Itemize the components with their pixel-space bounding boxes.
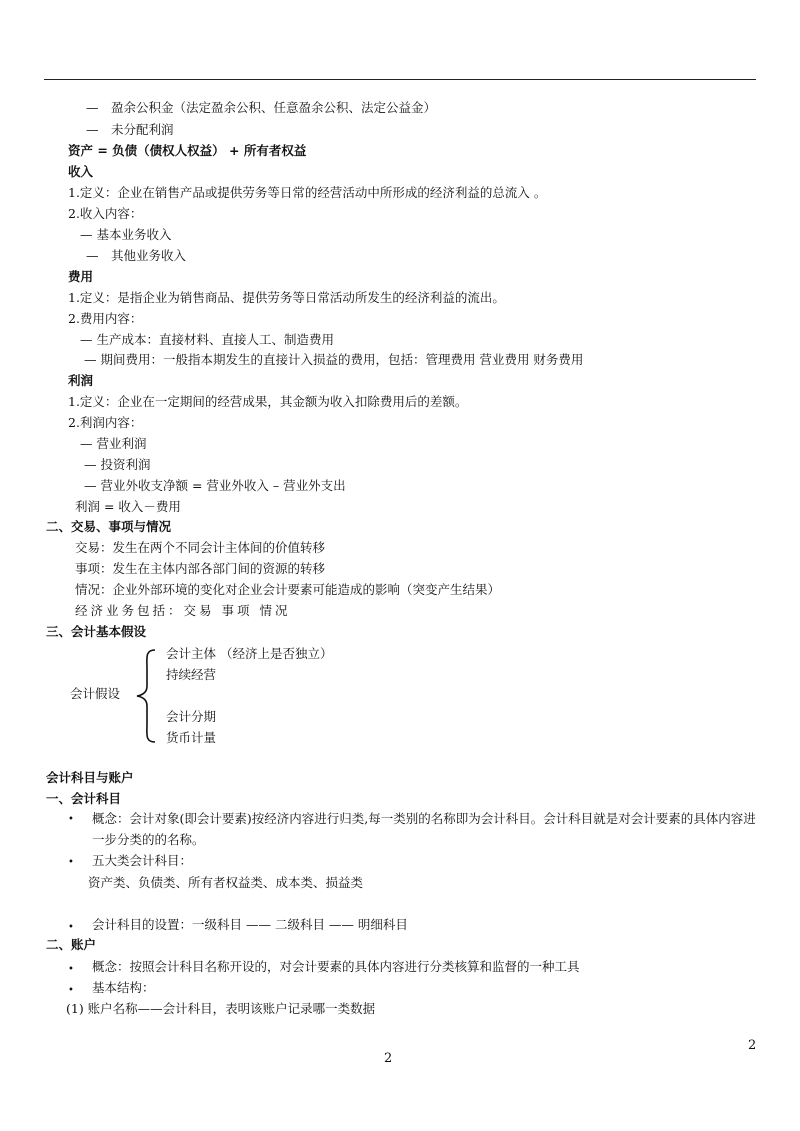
account-heading: 二、账户 [46, 937, 97, 952]
circumstance-line: 情况：企业外部环境的变化对企业会计要素可能造成的影响（突变产生结果） [75, 582, 501, 597]
assumption-item-1: 会计主体 （经济上是否独立） [166, 646, 333, 661]
event-line: 事项：发生在主体内部各部门间的资源的转移 [75, 561, 326, 576]
bullet-icon: • [68, 985, 74, 996]
assumption-item-3: 会计分期 [166, 709, 217, 724]
assumption-label: 会计假设 [70, 686, 121, 701]
curly-brace-icon [133, 648, 159, 744]
profit-formula: 利润 = 收入－费用 [75, 499, 181, 514]
basic-structure-label: 基本结构： [92, 980, 155, 995]
expense-definition: 1.定义：是指企业为销售商品、提供劳务等日常活动所发生的经济利益的流出。 [68, 290, 505, 305]
revenue-heading: 收入 [68, 164, 94, 179]
expense-item-2: — 期间费用：一般指本期发生的直接计入损益的费用，包括：管理费用 营业费用 财务费用 [84, 352, 584, 367]
revenue-content-label: 2.收入内容： [68, 206, 143, 221]
structure-item-1: (1) 账户名称——会计科目，表明该账户记录哪一类数据 [66, 1001, 376, 1016]
five-categories-label: 五大类会计科目： [92, 853, 193, 868]
profit-definition: 1.定义：企业在一定期间的经营成果，其金额为收入扣除费用后的差额。 [68, 394, 468, 409]
profit-content-label: 2.利润内容： [68, 415, 143, 430]
revenue-definition: 1.定义：企业在销售产品或提供劳务等日常的经营活动中所形成的经济利益的总流入 。 [68, 185, 547, 200]
accounts-title: 会计科目与账户 [46, 770, 134, 785]
business-includes-line: 经济业务包括：交易 事项 情况 [75, 603, 291, 618]
subjects-heading: 一、会计科目 [46, 791, 122, 806]
profit-item-3: — 营业外收支净额 = 营业外收入 – 营业外支出 [84, 478, 346, 493]
section-3-heading: 三、会计基本假设 [46, 624, 147, 639]
assumption-item-2: 持续经营 [166, 667, 217, 682]
page-number-center: 2 [384, 1051, 393, 1066]
five-categories-list: 资产类、负债类、所有者权益类、成本类、损益类 [88, 875, 364, 890]
subjects-setup: 会计科目的设置：一级科目 —— 二级科目 —— 明细科目 [92, 917, 408, 932]
page-number-right: 2 [748, 1038, 757, 1053]
profit-item-2: — 投资利润 [84, 457, 151, 472]
bullet-icon: • [68, 922, 74, 933]
bullet-icon: • [68, 857, 74, 868]
revenue-item-2: — 其他业务收入 [86, 248, 187, 263]
bullet-icon: • [68, 814, 74, 825]
accounting-equation: 资产 = 负债（债权人权益） + 所有者权益 [68, 143, 307, 158]
profit-item-1: — 营业利润 [80, 436, 147, 451]
expense-heading: 费用 [68, 269, 94, 284]
assumption-item-4: 货币计量 [166, 730, 217, 745]
revenue-item-1: — 基本业务收入 [80, 227, 172, 242]
header-rule [44, 79, 756, 80]
transaction-line: 交易：发生在两个不同会计主体间的价值转移 [75, 540, 326, 555]
account-concept: 概念：按照会计科目名称开设的，对会计要素的具体内容进行分类核算和监督的一种工具 [92, 959, 580, 974]
surplus-item-2: — 未分配利润 [86, 122, 174, 137]
surplus-item-1: — 盈余公积金（法定盈余公积、任意盈余公积、法定公益金） [86, 100, 437, 115]
subjects-concept: 概念：会计对象(即会计要素)按经济内容进行归类,每一类别的名称即为会计科目。会计科目就是对会计要素的具体内容进一步分类的的名称。 [92, 811, 756, 847]
section-2-heading: 二、交易、事项与情况 [46, 519, 172, 534]
expense-content-label: 2.费用内容： [68, 311, 143, 326]
bullet-icon: • [68, 964, 74, 975]
profit-heading: 利润 [68, 373, 94, 388]
expense-item-1: — 生产成本：直接材料、直接人工、制造费用 [80, 332, 334, 347]
